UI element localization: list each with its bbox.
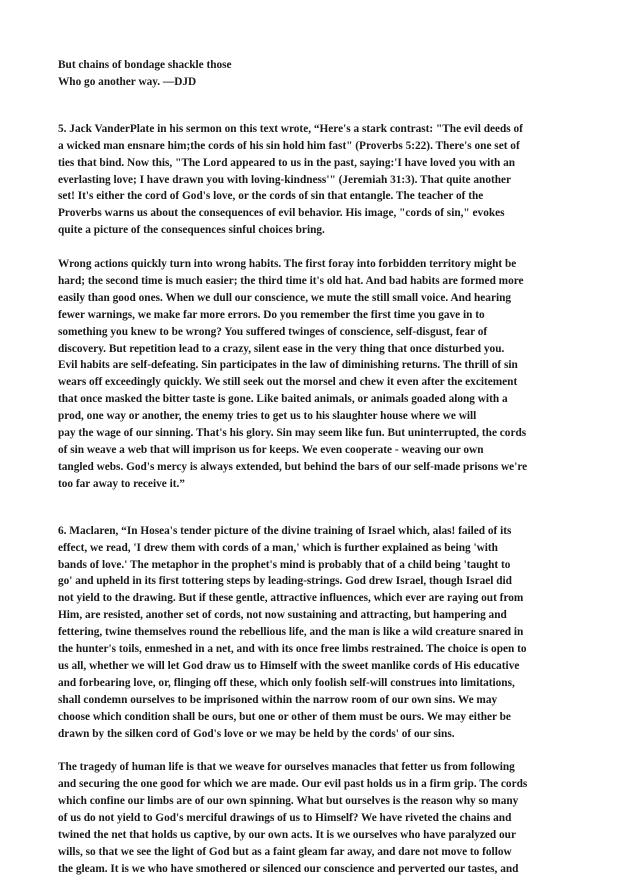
text-line: hard; the second time is much easier; the third time it's old hat. And bad habits are formed more — [58, 274, 524, 287]
text-line: Evil habits are self-defeating. Sin participates in the law of diminishing returns. The thrill of sin — [58, 359, 518, 372]
text-line: The tragedy of human life is that we weave for ourselves manacles that fetter us from following — [58, 761, 515, 774]
text-line: Proverbs warns us about the consequences of evil behavior. His image, "cords of sin," evokes — [58, 207, 505, 220]
text-line: the hunter's toils, enmeshed in a net, and with its once free limbs restrained. The choice is open to — [58, 643, 527, 656]
text-line: shall condemn ourselves to be imprisoned within the narrow room of our own sins. We may — [58, 693, 498, 706]
text-line: fewer warnings, we make far more errors. Do you remember the first time you gave in to — [58, 308, 485, 321]
text-line: ties that bind. Now this, "The Lord appeared to us in the past, saying:'I have loved you with an — [58, 156, 516, 169]
text-line: go' and upheld in its first tottering steps by leading-strings. God drew Israel, though Israel did — [58, 575, 512, 588]
text-line: something you knew to be wrong? You suffered twinges of conscience, self-disgust, fear of — [58, 325, 488, 338]
text-line: quite a picture of the consequences sinful choices bring. — [58, 224, 325, 237]
text-line: bands of love.' The metaphor in the prophet's mind is probably that of a child being 'taught to — [58, 558, 511, 571]
text-line: everlasting love; I have drawn you with loving-kindness'" (Jeremiah 31:3). That quite another — [58, 173, 512, 186]
text-line: choose which condition shall be ours, but one or other of them must be ours. We may either be — [58, 710, 511, 723]
text-line: of us do not yield to God's merciful drawings of us to Himself? We have riveted the chains and — [58, 812, 512, 825]
text-line: of sin weave a web that will imprison us for keeps. We even cooperate - weaving our own — [58, 444, 484, 457]
text-line: that once masked the bitter taste is gone. Like baited animals, or animals goaded along with a — [58, 393, 508, 406]
text-line: fettering, twine themselves round the rebellious life, and the man is like a wild creature snared in — [58, 626, 524, 639]
text-line: too far away to receive it.” — [58, 477, 185, 490]
text-line: us all, whether we will let God draw us to Himself with the sweet manlike cords of His educative — [58, 659, 520, 672]
text-line: a wicked man ensnare him;the cords of his sin hold him fast" (Proverbs 5:22). There's one set of — [58, 139, 520, 152]
text-line: Him, are resisted, another set of cords, not now sustaining and attracting, but hampering and — [58, 609, 507, 622]
text-line: twined the net that holds us captive, by our own acts. It is we ourselves who have paralyzed our — [58, 829, 516, 842]
paragraph-wrong-actions — [58, 256, 588, 493]
text-line: prod, one way or another, the enemy tries to get us to his slaughter house where we will — [58, 410, 477, 423]
text-line: Wrong actions quickly turn into wrong habits. The first foray into forbidden territory might be — [58, 258, 517, 271]
text-line: 5. Jack VanderPlate in his sermon on this text wrote, “Here's a stark contrast: "The evil deeds of — [58, 122, 523, 135]
poem-block — [58, 57, 588, 91]
text-line: drawn by the silken cord of God's love or we may be held by the cords' of our sins. — [58, 727, 455, 740]
text-line: discovery. But repetition lead to a crazy, silent ease in the very thing that once disturbed you. — [58, 342, 505, 355]
paragraph-6 — [58, 523, 588, 743]
text-line: the gleam. It is we who have smothered or silenced our conscience and perverted our tastes, and — [58, 862, 519, 875]
paragraph-5 — [58, 121, 588, 239]
text-line: wills, so that we see the light of God but as a faint gleam far away, and dare not move to follow — [58, 845, 512, 858]
text-line: effect, we read, 'I drew them with cords of a man,' which is further explained as being 'with — [58, 541, 498, 554]
poem-line: But chains of bondage shackle those — [58, 59, 232, 71]
text-line: wears off exceedingly quickly. We still seek out the morsel and chew it even after the excitement — [58, 376, 518, 389]
paragraph-tragedy — [58, 759, 588, 877]
text-line: which confine our limbs are of our own spinning. What but ourselves is the reason why so many — [58, 795, 519, 808]
text-line: easily than good ones. When we dull our conscience, we mute the still small voice. And hearing — [58, 291, 512, 304]
text-line: tangled webs. God's mercy is always extended, but behind the bars of our self-made prisons we're — [58, 460, 528, 473]
text-line: and forbearing love, or, flinging off these, which only foolish self-will construes into limitations, — [58, 676, 515, 689]
text-line: not yield to the drawing. But if these gentle, attractive influences, which ever are raying out from — [58, 592, 524, 605]
poem-line: Who go another way. —DJD — [58, 75, 197, 88]
text-line: set! It's either the cord of God's love, or the cords of sin that entangle. The teacher of the — [58, 190, 484, 203]
text-line: and securing the one good for which we are made. Our evil past holds us in a firm grip. The cords — [58, 778, 528, 791]
text-line: 6. Maclaren, “In Hosea's tender picture of the divine training of Israel which, alas! failed of its — [58, 524, 512, 537]
text-line: pay the wage of our sinning. That's his glory. Sin may seem like fun. But uninterrupted, the cords — [58, 427, 527, 440]
